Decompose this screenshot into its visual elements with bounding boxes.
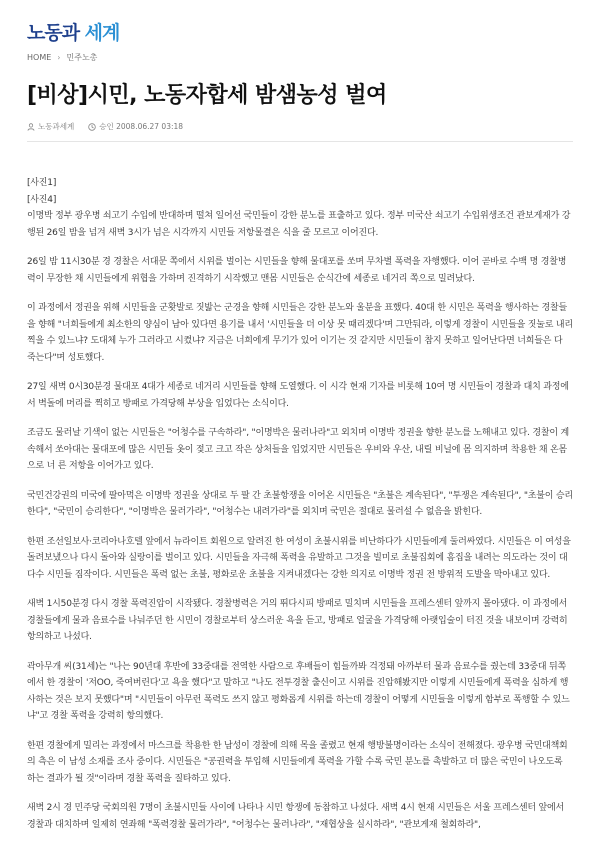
- article-paragraph: 한편 경찰에게 밀리는 과정에서 마스크를 착용한 한 남성이 경찰에 의해 목을 졸렸고 현재 행방불명이라는 소식이 전해졌다. 광우병 국민대책회의 측은 이 남성 소재를 조사 중이다. 시민들은 "공권력을 투입해 시민들에게 폭력을 가할 수록 국민 분노를 촉발하고 더 많은 국민이 나오도록 하는 결과가 될 것"이라며 경찰 폭력을 질타하고 있다.: [27, 740, 568, 784]
- publish-date: 승인 2008.06.27 03:18: [99, 122, 184, 131]
- clock-icon: [88, 123, 96, 131]
- article-paragraph: 새벽 1시50분경 다시 경찰 폭력진압이 시작됐다. 경찰병력은 거의 뛰다시피 방패로 밀치며 시민들을 프레스센터 앞까지 몰아댔다. 이 과정에서 경찰들에게 물과 음료수를 나눠주던 한 시민이 경찰로부터 상스러운 욕을 듣고, 방패로 얼굴을 가격당해 아랫입술이 터진 것을 내보이며 강력히 항의하고 나섰다.: [27, 599, 568, 642]
- article-title: [비상]시민, 노동자합세 밤샘농성 벌여: [27, 83, 387, 108]
- article-paragraph: 국민건강권의 미국에 팔아먹은 이명박 정권을 상대로 두 팔 간 초불항쟁을 이어온 시민들은 "초불은 계속된다", "투쟁은 계속된다", "초불이 승리한다", "국민이 승리한다", "이명박은 물러가라", "어청수는 내려가라"를 외치며 국민은 절대로 물러설 수 없음을 밝힌다.: [27, 490, 573, 517]
- breadcrumb-home[interactable]: HOME: [27, 53, 52, 62]
- site-header: [27, 22, 573, 63]
- article-body: [27, 175, 573, 846]
- article-paragraph: 이명박 정부 광우병 쇠고기 수입에 반대하며 떨쳐 일어선 국민들이 강한 분노를 표출하고 있다. 정부 미국산 쇠고기 수입위생조건 관보게재가 강행된 26일 밤을 넘겨 새벽 3시가 넘은 시각까지 시민들 저항물결은 식을 줄 모르고 이어진다.: [27, 211, 571, 238]
- user-icon: [27, 123, 35, 131]
- chevron-right-icon: ›: [57, 53, 61, 62]
- header-divider: [27, 141, 573, 142]
- publish-info: [88, 121, 183, 132]
- article-paragraph: 이 과정에서 정권을 위해 시민들을 군홧발로 짓밟는 군경을 향해 시민들은 강한 분노와 울분을 표했다. 40대 한 시민은 폭력을 행사하는 경찰들을 향해 "너희들에게 최소한의 양심이 남아 있다면 용기를 내서 '시민들을 더 이상 못 때리겠다'며 그만둬라, 이렇게 경찰이 시민들을 짓눌로 내리찍을 수 있느냐? 도대체 누가 그러라고 시켰냐? 지금은 너희에게 무기가 있어 이기는 것 같지만 시민들이 참지 못하고 일어난다면 너희들은 다 죽는다"며 성토했다.: [27, 303, 573, 363]
- article-paragraph: 조금도 물러날 기색이 없는 시민들은 "어청수를 구속하라", "이명박은 물러나라"고 외치며 이명박 정권을 향한 분노를 노해내고 있다. 경찰이 계속해서 쏘아대는 물대포에 많은 시민들 옷이 젖고 크고 작은 상처들을 입었지만 시민들은 우비와 우산, 내릴 비닐에 몸 의지하며 착용한 채 온몸으로 너 른 저항을 이어가고 있다.: [27, 428, 569, 471]
- author-info: [27, 121, 74, 132]
- article-meta: [27, 121, 183, 132]
- article-paragraph: 곽아무개 씨(31세)는 "나는 90년대 후반에 33중대를 전역한 사람으로 후배들이 힘들까봐 걱정돼 아까부터 물과 음료수를 줬는데 33중대 뒤쪽에서 한 경찰이 '저OO, 죽여버린다'고 욕을 했다"고 말하고 "나도 전투경찰 출신이고 시위를 진압해봤지만 이렇게 시민들에게 폭력을 심하게 행사하는 것은 보지 못했다"며 "시민들이 아무런 폭력도 쓰지 않고 평화롭게 시위를 하는데 경찰이 어떻게 시민들을 이렇게 함부로 폭행할 수 있느냐"고 경찰 폭력을 강력히 항의했다.: [27, 661, 570, 721]
- photo-caption: [사진4]: [27, 194, 57, 205]
- article-paragraph: 27일 새벽 0시30분경 물대포 4대가 세종로 네거리 시민들를 향해 도열했다. 이 시각 현재 기자를 비롯해 10여 명 시민들이 경찰과 대치 과정에서 벽돌에 머리를 찍히고 방패로 가격당해 부상을 입었다는 소식이다.: [27, 382, 569, 409]
- article-paragraph: 26일 밤 11시30분 경 경찰은 서대문 쪽에서 시위를 벌이는 시민들을 향해 물대포를 쏘며 무차별 폭력을 자행했다. 이어 곧바로 수백 명 경찰병력이 무장한 채 시민들에게 위협을 가하며 진격하기 시작했고 맨몸 시민들은 순식간에 세종로 네거리 쪽으로 밀려났다.: [27, 257, 567, 284]
- author-name[interactable]: 노동과세계: [38, 122, 75, 131]
- article-paragraph: 한편 조선일보사·코리아나호텔 앞에서 뉴라이트 회원으로 알려진 한 여성이 초불시위를 비난하다가 시민들에게 둘러싸였다. 시민들은 이 여성을 돌려보냈으나 다시 돌아와 실랑이를 벌이고 있다. 시민들을 자극해 폭력을 유발하고 그것을 빌미로 초불집회에 흠집을 내려는 의도라는 것이 대다수 시민들 짐작이다. 시민들은 폭력 없는 초불, 평화로운 초불을 지켜내겠다는 강한 의지로 이명박 정권 전 방위적 도발을 막아내고 있다.: [27, 536, 571, 580]
- site-logo[interactable]: 노동과 세계: [27, 22, 120, 44]
- article-paragraph: 새벽 2시 경 민주당 국회의원 7명이 초불시민들 사이에 나타나 시민 항쟁에 동참하고 나섰다. 새벽 4시 현재 시민들은 서울 프레스센터 앞에서 경찰과 대치하며 일제히 연좌해 "폭력경찰 물러가라", "어청수는 물러나라", "재협상을 실시하라", "관보게재 철회하라",: [27, 803, 564, 830]
- breadcrumb-section[interactable]: 민주노총: [66, 53, 98, 62]
- breadcrumb: [27, 52, 573, 63]
- photo-caption: [사진1]: [27, 178, 57, 188]
